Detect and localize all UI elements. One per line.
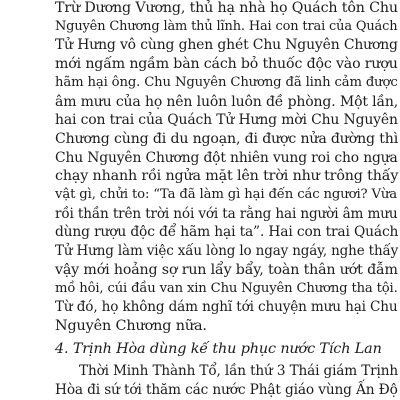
body-line-8: Chương cùng đi du ngoạn, đi được nửa đường thì <box>55 130 399 147</box>
body-line-5: hãm hại ông. Chu Nguyên Chương đã linh cảm được <box>55 74 398 90</box>
body-line-17: Từ đó, họ không dám nghĩ tới chuyện mưu hại Chu <box>55 299 398 316</box>
section-line-2: Hòa đi sứ tới thăm các nước Phật giáo vùng Ấn Độ <box>55 382 398 398</box>
body-line-18: Nguyên Chương nữa. <box>55 317 207 334</box>
body-line-15: vậy mới hoảng sợ run lẩy bẩy, toàn thân ướt đẫm <box>55 261 398 278</box>
body-line-12: rồi thần trên trời nói với ta rằng hai người âm mưu <box>55 205 398 222</box>
body-line-10: chạy nhanh rồi ngửa mặt lên trời như trông thấy <box>55 168 399 185</box>
body-line-7: hai con trai của Quách Tử Hưng mời Chu Nguyên <box>55 112 398 129</box>
body-line-3: Tử Hưng vô cùng ghen ghét Chu Nguyên Chương <box>55 37 398 54</box>
body-line-1: Trừ Dương Vương, thủ hạ nhà họ Quách tôn Chu <box>55 0 398 16</box>
body-line-14: Tử Hưng làm việc xấu lòng lo ngay ngáy, nghe thấy <box>55 243 399 260</box>
body-line-4: mới ngấm ngầm bàn cách bỏ thuốc độc vào rượu <box>55 56 398 73</box>
body-line-16: mồ hôi, cúi đầu van xin Chu Nguyên Chương tha tội. <box>55 280 398 296</box>
body-line-11: vật gì, chửi to: “Ta đã làm gì hại đến các ngươi? Vừa <box>55 187 398 202</box>
section-heading: 4. Trịnh Hòa dùng kế thu phục nước Tích Lan <box>55 340 382 357</box>
body-line-2: Nguyên Chương làm thủ lĩnh. Hai con trai của Quách <box>55 18 398 34</box>
body-line-6: âm mưu của họ nên luôn luôn đề phòng. Một lần, <box>55 93 399 110</box>
body-line-13: dùng rượu độc để hãm hại ta”. Hai con trai Quách <box>55 224 399 241</box>
body-line-9: Chu Nguyên Chương đột nhiên vung roi cho ngựa <box>55 149 398 166</box>
section-line-1: Thời Minh Thành Tổ, lần thứ 3 Thái giám Trịnh <box>79 363 398 380</box>
